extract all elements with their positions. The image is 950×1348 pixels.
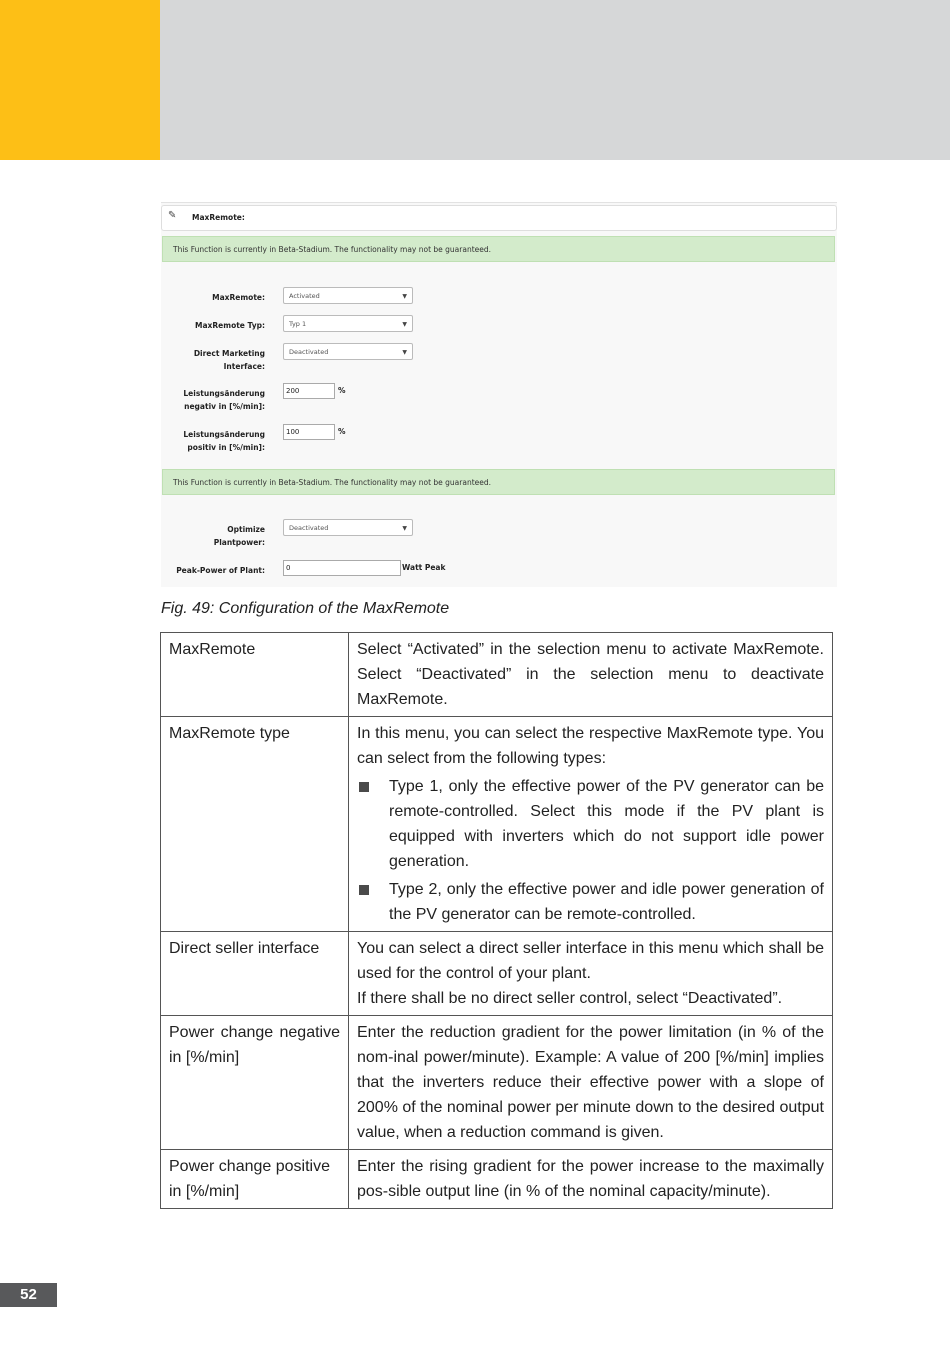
list-item-text: Type 1, only the effective power of the PV generator can be remote-controlled. Select this mode if the PV plant is equipped with inverters which do not support idle power generation. xyxy=(389,778,824,870)
list-item xyxy=(357,774,824,874)
beta-notice: This Function is currently in Beta-Stadium. The functionality may not be guaranteed. xyxy=(162,469,835,495)
positiv-input[interactable]: 100 xyxy=(283,424,335,440)
maxremote-typ-select[interactable] xyxy=(283,315,413,332)
row-key: Power change positive in [%/min] xyxy=(161,1150,349,1209)
table-row xyxy=(161,1016,833,1150)
row-key: MaxRemote xyxy=(161,633,349,717)
negativ-label xyxy=(183,387,265,413)
positiv-unit: % xyxy=(338,427,346,436)
maxremote-label: MaxRemote: xyxy=(212,293,265,302)
beta-notice: This Function is currently in Beta-Stadium. The functionality may not be guaranteed. xyxy=(162,236,835,262)
chevron-down-icon: ▼ xyxy=(402,525,407,532)
direct-marketing-label xyxy=(194,347,265,373)
row-text: Enter the reduction gradient for the power limitation (in % of the nom-inal power/minute). Example: A value of 200 [%/min] implies that the inverters reduce their effective power with a slope of 200% of the nominal power per minute down to the desired output value, when a reduction command is given. xyxy=(349,1016,833,1150)
row-text xyxy=(349,717,833,932)
figure-caption: Fig. 49: Configuration of the MaxRemote xyxy=(161,600,450,617)
direct-marketing-select[interactable] xyxy=(283,343,413,360)
optimize-select[interactable] xyxy=(283,519,413,536)
list-item-text: Type 2, only the effective power and idle power generation of the PV generator can be remote-controlled. xyxy=(389,881,824,923)
chevron-down-icon: ▼ xyxy=(402,293,407,300)
direct-marketing-select-value: Deactivated xyxy=(289,348,329,356)
row-text xyxy=(349,932,833,1016)
maxremote-typ-label: MaxRemote Typ: xyxy=(195,321,265,330)
negativ-input[interactable]: 200 xyxy=(283,383,335,399)
panel-title: MaxRemote: xyxy=(192,213,245,222)
negativ-unit: % xyxy=(338,386,346,395)
positiv-label-line-1: Leistungsänderung xyxy=(183,430,265,439)
description-table xyxy=(160,632,833,1209)
square-bullet-icon xyxy=(359,782,369,792)
row-intro: In this menu, you can select the respective MaxRemote type. You can select from the following types: xyxy=(357,725,824,767)
square-bullet-icon xyxy=(359,885,369,895)
optimize-label xyxy=(214,523,265,549)
chevron-down-icon: ▼ xyxy=(402,349,407,356)
row-text: Select “Activated” in the selection menu to activate MaxRemote. Select “Deactivated” in the selection menu to deactivate MaxRemote. xyxy=(349,633,833,717)
chevron-down-icon: ▼ xyxy=(402,321,407,328)
row-text-line: If there shall be no direct seller control, select “Deactivated”. xyxy=(357,990,783,1007)
direct-marketing-label-line-2: Interface: xyxy=(223,362,265,371)
optimize-select-value: Deactivated xyxy=(289,524,329,532)
negativ-label-line-1: Leistungsänderung xyxy=(183,389,265,398)
peak-power-unit: Watt Peak xyxy=(402,563,446,572)
row-key: MaxRemote type xyxy=(161,717,349,932)
table-row xyxy=(161,1150,833,1209)
row-text: Enter the rising gradient for the power increase to the maximally pos-sible output line (in % of the nominal capacity/minute). xyxy=(349,1150,833,1209)
positiv-label-line-2: positiv in [%/min]: xyxy=(187,443,265,452)
panel-header xyxy=(161,205,837,231)
type-list xyxy=(357,774,824,927)
header-band xyxy=(160,0,950,160)
peak-power-label: Peak-Power of Plant: xyxy=(176,566,265,575)
table-row xyxy=(161,717,833,932)
row-key: Direct seller interface xyxy=(161,932,349,1016)
direct-marketing-label-line-1: Direct Marketing xyxy=(193,349,265,358)
peak-power-input[interactable]: 0 xyxy=(283,560,401,576)
optimize-label-line-1: Optimize xyxy=(227,525,265,534)
table-row xyxy=(161,633,833,717)
maxremote-select[interactable] xyxy=(283,287,413,304)
header-accent-block xyxy=(0,0,160,160)
maxremote-screenshot xyxy=(161,202,837,587)
page-number: 52 xyxy=(0,1283,57,1307)
list-item xyxy=(357,877,824,927)
maxremote-typ-select-value: Typ 1 xyxy=(289,320,307,328)
optimize-label-line-2: Plantpower: xyxy=(213,538,265,547)
positiv-label xyxy=(183,428,265,454)
row-text-line: You can select a direct seller interface in this menu which shall be used for the control of your plant. xyxy=(357,940,824,982)
maxremote-select-value: Activated xyxy=(289,292,320,300)
row-key: Power change negative in [%/min] xyxy=(161,1016,349,1150)
negativ-label-line-2: negativ in [%/min]: xyxy=(184,402,265,411)
table-row xyxy=(161,932,833,1016)
pencil-icon[interactable]: ✎ xyxy=(168,210,177,221)
